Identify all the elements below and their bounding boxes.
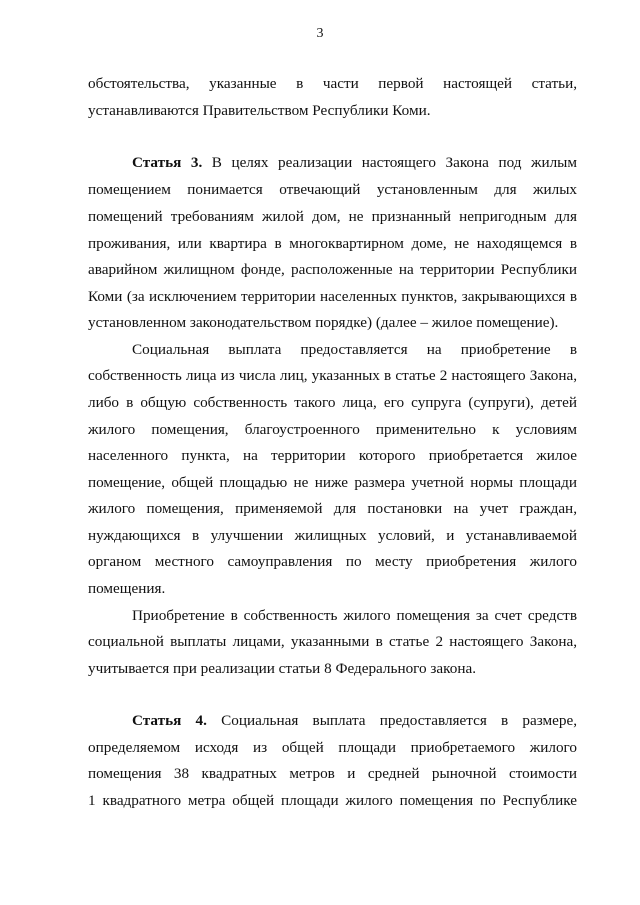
text-line: Социальная выплата предоставляется на приобретение в xyxy=(132,341,577,358)
text-line: нуждающихся в улучшении жилищных условий, и устанавливаемой xyxy=(88,527,577,544)
text-line: установленном законодательством порядке) (далее – жилое помещение). xyxy=(88,314,559,331)
text-line: собственность лица из числа лиц, указанных в статье 2 настоящего Закона, xyxy=(88,367,577,384)
text-line: определяемом исходя из общей площади приобретаемого жилого xyxy=(88,739,577,756)
article-4-heading: Статья 4. xyxy=(132,712,207,729)
text-line: жилого помещения, применяемой для постановки на учет граждан, xyxy=(88,500,577,517)
text-line: жилого помещения, благоустроенного применительно к условиям xyxy=(88,421,577,438)
text-line: обстоятельства, указанные в части первой настоящей статьи, xyxy=(88,75,577,92)
text-line: проживания, или квартира в многоквартирном доме, не находящемся в xyxy=(88,235,577,252)
text-line: 1 квадратного метра общей площади жилого помещения по Республике xyxy=(88,792,577,809)
article-3-first-line xyxy=(132,154,577,172)
text-line: помещений требованиям жилой дом, не признанный непригодным для xyxy=(88,208,577,225)
text-line: помещения 38 квадратных метров и средней рыночной стоимости xyxy=(88,765,577,782)
text-line: помещением понимается отвечающий установленным для жилых xyxy=(88,181,577,198)
text-line: социальной выплаты лицами, указанными в статье 2 настоящего Закона, xyxy=(88,633,577,650)
text-line: помещения. xyxy=(88,580,166,597)
text-line: Приобретение в собственность жилого помещения за счет средств xyxy=(132,607,577,624)
text-line: либо в общую собственность такого лица, его супруга (супруги), детей xyxy=(88,394,577,411)
article-4-first-line-text: Социальная выплата предоставляется в размере, xyxy=(221,712,577,729)
text-line: Коми (за исключением территории населенных пунктов, закрывающихся в xyxy=(88,288,577,305)
text-line: населенного пункта, на территории которого приобретается жилое xyxy=(88,447,577,464)
text-line: помещение, общей площадью не ниже размера учетной нормы площади xyxy=(88,474,577,491)
text-line: устанавливаются Правительством Республики Коми. xyxy=(88,102,431,119)
page-number: 3 xyxy=(316,26,324,41)
article-4-first-line xyxy=(132,712,577,730)
text-line: учитывается при реализации статьи 8 Федерального закона. xyxy=(88,660,477,677)
text-line: органом местного самоуправления по месту приобретения жилого xyxy=(88,553,577,570)
text-line: аварийном жилищном фонде, расположенные на территории Республики xyxy=(88,261,577,278)
article-3-first-line-text: В целях реализации настоящего Закона под жилым xyxy=(211,154,577,171)
article-3-heading: Статья 3. xyxy=(132,154,203,171)
